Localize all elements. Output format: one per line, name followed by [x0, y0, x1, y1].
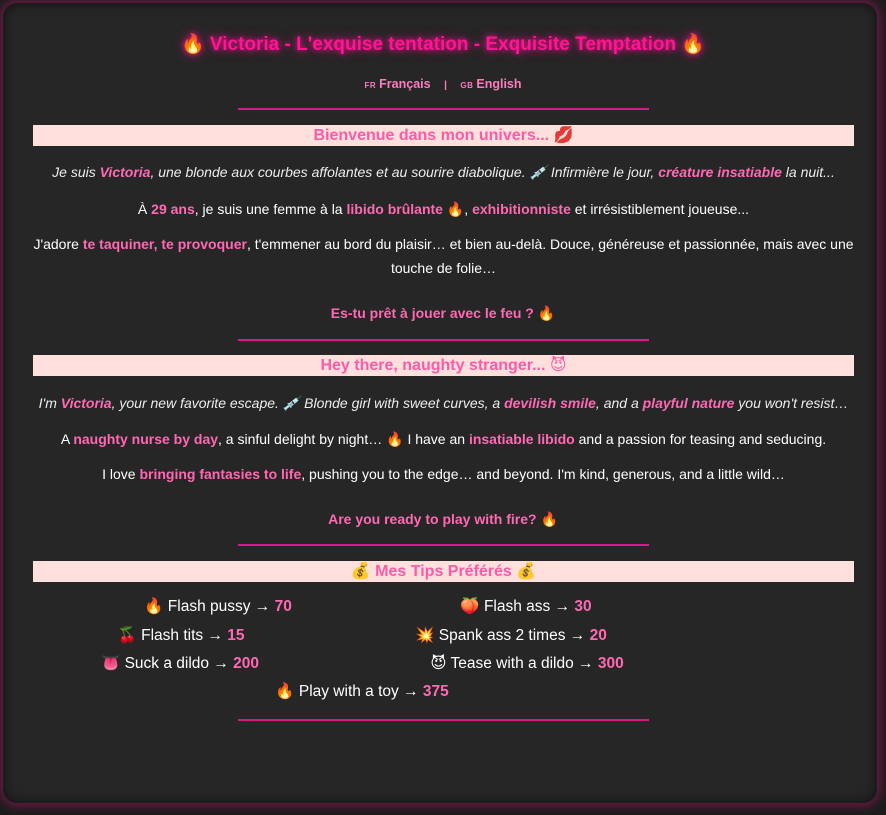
- section-heading-fr: Bienvenue dans mon univers... 💋: [33, 125, 854, 146]
- peach-icon: 🍑: [460, 597, 480, 615]
- tip-item-flash-ass: 🍑 Flash ass → 30: [460, 597, 592, 615]
- divider: [238, 544, 649, 546]
- page-title: 🔥 Victoria - L'exquise tentation - Exquisite Temptation 🔥: [180, 34, 706, 55]
- bio-en-intro: I'm Victoria, your new favorite escape. 💉 Blonde girl with sweet curves, a devilish smile, and a playful nature you won't resist…: [38, 395, 849, 411]
- tip-item-flash-tits: 🍒 Flash tits → 15: [117, 626, 245, 644]
- bio-fr-personality: J'adore te taquiner, te provoquer, t'emmener au bord du plaisir… et bien au-delà. Douce, généreuse et passionnée, mais avec une touche de folie…: [33, 236, 854, 276]
- tip-item-spank-ass: 💥 Spank ass 2 times → 20: [415, 626, 607, 644]
- fire-icon: 🔥: [275, 682, 295, 700]
- bio-fr-intro: Je suis Victoria, une blonde aux courbes affolantes et au sourire diabolique. 💉 Infirmière le jour, créature insatiable la nuit...: [52, 164, 835, 180]
- tips-heading: 💰 Mes Tips Préférés 💰: [33, 561, 854, 582]
- bio-fr-age: À 29 ans, je suis une femme à la libido brûlante 🔥, exhibitionniste et irrésistiblement joueuse...: [137, 201, 750, 217]
- tip-item-flash-pussy: 🔥 Flash pussy → 70: [144, 597, 292, 615]
- cta-en: Are you ready to play with fire? 🔥: [328, 511, 558, 527]
- language-link-gb[interactable]: GB English: [460, 77, 522, 91]
- language-separator: |: [444, 80, 447, 91]
- devil-icon: 😈: [430, 654, 447, 672]
- cherries-icon: 🍒: [117, 626, 137, 644]
- gb-flag-icon: GB: [460, 81, 474, 90]
- divider: [238, 719, 649, 721]
- tip-item-play-toy: 🔥 Play with a toy → 375: [275, 682, 449, 700]
- fire-icon: 🔥: [144, 597, 164, 615]
- section-heading-en: Hey there, naughty stranger... 😈: [33, 355, 854, 376]
- divider: [238, 339, 649, 341]
- tip-item-tease-dildo: 😈 Tease with a dildo → 300: [430, 654, 624, 672]
- language-switcher: [0, 77, 886, 91]
- bio-en-personality: I love bringing fantasies to life, pushing you to the edge… and beyond. I'm kind, generous, and a little wild…: [102, 466, 785, 482]
- cta-fr: Es-tu prêt à jouer avec le feu ? 🔥: [330, 305, 556, 321]
- tip-item-suck-dildo: 👅 Suck a dildo → 200: [100, 654, 260, 672]
- bio-en-nurse: A naughty nurse by day, a sinful delight by night… 🔥 I have an insatiable libido and a passion for teasing and seducing.: [60, 431, 827, 447]
- divider: [238, 108, 649, 110]
- fr-flag-icon: FR: [364, 81, 377, 90]
- tongue-icon: 👅: [100, 654, 121, 672]
- collision-icon: 💥: [415, 626, 435, 644]
- language-link-fr[interactable]: FR Français: [364, 77, 431, 91]
